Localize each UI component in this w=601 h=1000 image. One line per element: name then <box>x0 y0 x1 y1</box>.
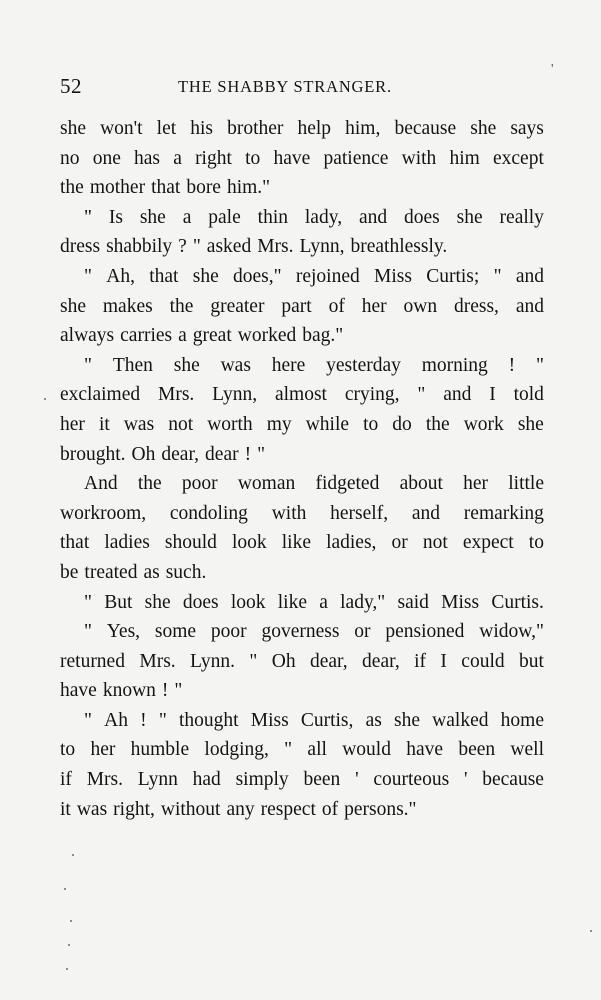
text-line: she won't let his brother help him, because she says <box>60 118 544 139</box>
text-line: returned Mrs. Lynn. " Oh dear, dear, if I could but <box>60 650 544 672</box>
page-header <box>60 74 544 104</box>
text-line: that ladies should look like ladies, or not expect to <box>60 532 544 554</box>
text-line: " Ah ! " thought Miss Curtis, as she walked home <box>84 709 544 731</box>
text-line: " But she does look like a lady," said Miss Curtis. <box>84 591 544 613</box>
text-line: " Yes, some poor governess or pensioned widow," <box>84 621 544 643</box>
text-line: the mother that bore him." <box>60 177 271 199</box>
text-line: always carries a great worked bag." <box>60 325 344 347</box>
text-line: no one has a right to have patience with him except <box>60 147 544 169</box>
print-mark: ' <box>551 62 554 77</box>
text-line: " Then she was here yesterday morning ! " <box>84 354 544 376</box>
body-text <box>60 114 544 824</box>
text-line: " Ah, that she does," rejoined Miss Curtis; " and <box>84 265 544 287</box>
text-line: she makes the greater part of her own dress, and <box>60 295 544 317</box>
text-line: if Mrs. Lynn had simply been ' courteous ' because <box>60 769 544 791</box>
text-line: have known ! " <box>60 680 183 702</box>
text-line: exclaimed Mrs. Lynn, almost crying, " and I told <box>60 384 544 406</box>
text-line: it was right, without any respect of persons." <box>60 798 417 820</box>
running-title: THE SHABBY STRANGER. <box>178 77 392 96</box>
text-line: her it was not worth my while to do the work she <box>60 413 544 435</box>
text-line: brought. Oh dear, dear ! " <box>60 443 266 465</box>
text-line: to her humble lodging, " all would have been well <box>60 739 544 761</box>
text-line: dress shabbily ? " asked Mrs. Lynn, breathlessly. <box>60 236 448 258</box>
page-number: 52 <box>60 74 82 98</box>
text-line: workroom, condoling with herself, and remarking <box>60 502 544 524</box>
text-line: And the poor woman fidgeted about her little <box>84 473 544 495</box>
text-line: " Is she a pale thin lady, and does she really <box>84 206 544 228</box>
text-line: be treated as such. <box>60 561 207 583</box>
